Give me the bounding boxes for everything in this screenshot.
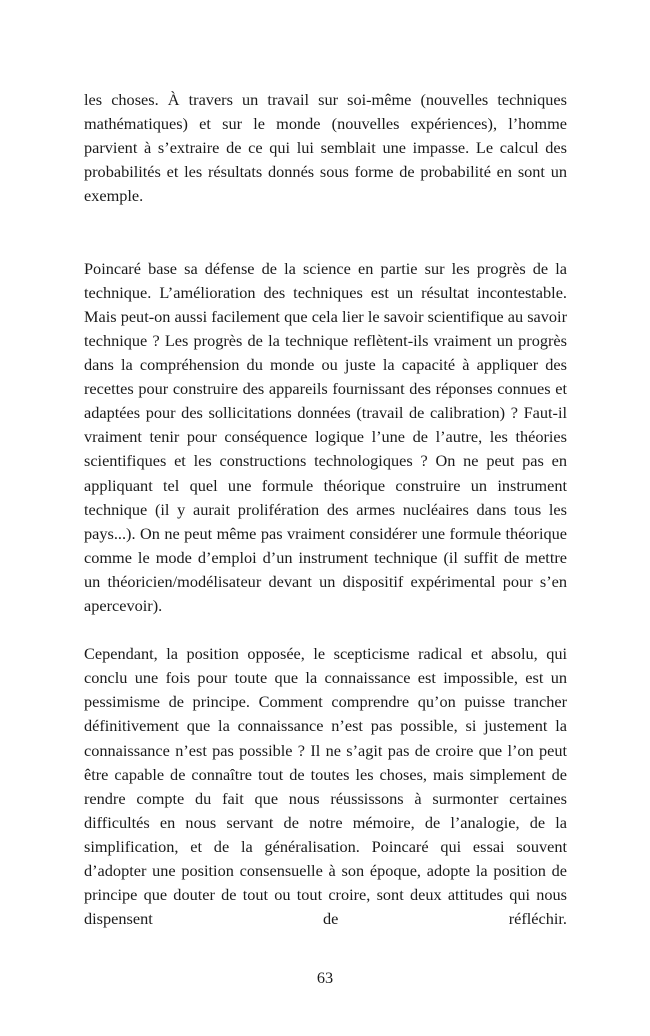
- body-paragraph: Poincaré base sa défense de la science en partie sur les progrès de la technique. L’amélioration des techniques est un résultat incontestable. Mais peut-on aussi facilement que cela lier le savoir scientifique au savoir technique ? Les progrès de la technique reflètent-ils vraiment un progrès dans la compréhension du monde ou juste la capacité à appliquer des recettes pour construire des appareils fournissant des réponses connues et adaptées pour des sollicitations données (travail de calibration) ? Faut-il vraiment tenir pour conséquence logique l’une de l’autre, les théories scientifiques et les constructions technologiques ? On ne peut pas en appliquant tel quel une formule théorique construire un instrument technique (il y aurait prolifération des armes nucléaires dans tous les pays...). On ne peut même pas vraiment considérer une formule théorique comme le mode d’emploi d’un instrument technique (il suffit de mettre un théoricien/modélisateur devant un dispositif expérimental pour s’en apercevoir).: [84, 258, 567, 615]
- body-paragraph: les choses. À travers un travail sur soi-même (nouvelles techniques mathématiques) et sur le monde (nouvelles expériences), l’homme parvient à s’extraire de ce qui lui semblait une impasse. Le calcul des probabilités et les résultats donnés sous forme de probabilité en sont un exemple.: [84, 90, 567, 206]
- body-text-column: [84, 88, 567, 955]
- page-number: 63: [316, 968, 334, 987]
- body-paragraph: Cependant, la position opposée, le scepticisme radical et absolu, qui conclu une fois pour toute que la connaissance est impossible, est un pessimisme de principe. Comment comprendre qu’on puisse trancher définitivement que la connaissance n’est pas possible, si justement la connaissance n’est pas possible ? Il ne s’agit pas de croire que l’on peut être capable de connaître tout de toutes les choses, mais simplement de rendre compte du fait que nous réussissons à surmonter certaines difficultés en nous servant de notre mémoire, de l’analogie, de la simplification, et de la généralisation. Poincaré qui essai souvent d’adopter une position consensuelle à son époque, adopte la position de principe que douter de tout ou tout croire, sont deux attitudes qui nous dispensent de réfléchir.: [84, 644, 567, 929]
